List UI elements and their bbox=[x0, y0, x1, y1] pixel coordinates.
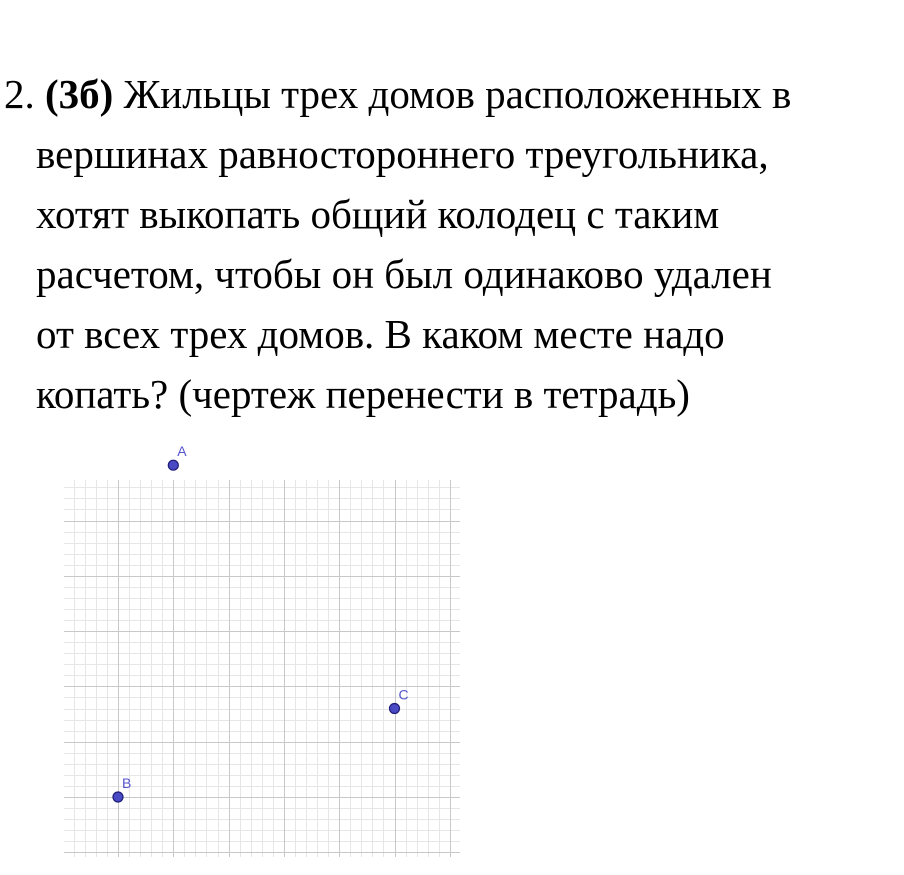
problem-line-3: хотят выкопать общий колодец с таким bbox=[36, 191, 720, 237]
points-layer bbox=[113, 443, 409, 802]
point-a bbox=[168, 460, 178, 470]
problem-line-6: копать? (чертеж перенести в тетрадь) bbox=[36, 371, 690, 417]
problem-line-1 bbox=[4, 64, 791, 124]
point-c bbox=[390, 704, 400, 714]
problem-number: 2. bbox=[4, 71, 35, 117]
point-label-a: A bbox=[177, 443, 187, 460]
minor-grid bbox=[64, 480, 460, 857]
problem-line-5: от всех трех домов. В каком месте надо bbox=[36, 311, 725, 357]
problem-line-4: расчетом, чтобы он был одинаково удален bbox=[36, 251, 772, 297]
problem-points: (3б) bbox=[45, 71, 114, 117]
grid-svg bbox=[52, 443, 460, 861]
point-label-b: B bbox=[122, 775, 132, 791]
grid-figure bbox=[52, 443, 460, 861]
point-b bbox=[113, 792, 123, 802]
problem-line-2: вершинах равностороннего треугольника, bbox=[36, 131, 769, 177]
problem-line-1-text: Жильцы трех домов расположенных в bbox=[123, 71, 792, 117]
point-label-c: C bbox=[398, 686, 409, 703]
